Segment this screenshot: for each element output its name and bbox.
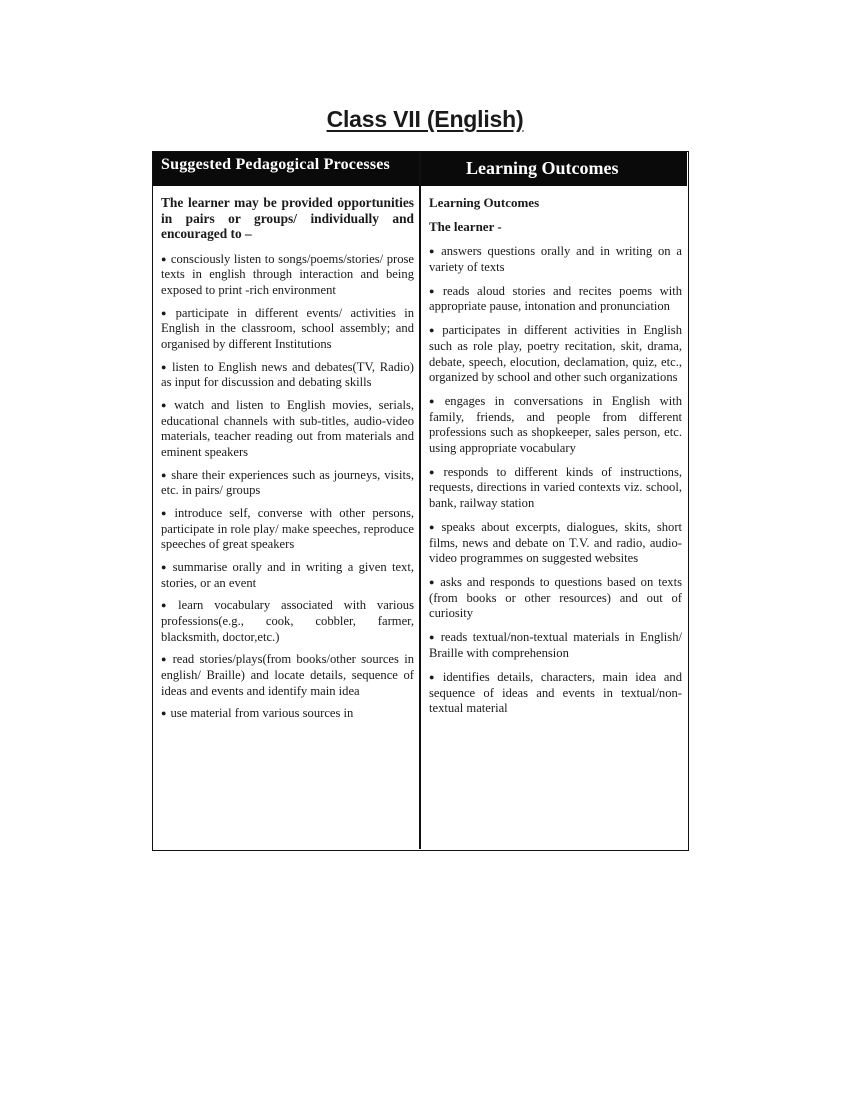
pedagogical-list-item-text: consciously listen to songs/poems/stories/ prose texts in english through interaction and being exposed to print -rich environment	[161, 251, 414, 297]
outcomes-learner-label: The learner -	[429, 218, 502, 234]
bullet-icon: ●	[161, 654, 169, 665]
bullet-icon: ●	[429, 522, 438, 533]
outcome-list-item	[429, 520, 682, 567]
bullet-icon: ●	[161, 600, 175, 611]
pedagogical-list	[161, 252, 414, 722]
outcome-list-item-text: asks and responds to questions based on texts (from books or other resources) and out of curiosity	[429, 575, 682, 621]
pedagogical-list-item-text: learn vocabulary associated with various professions(e.g., cook, cobbler, farmer, blacksmith, doctor,etc.)	[161, 598, 414, 644]
bullet-icon: ●	[161, 253, 167, 264]
bullet-icon: ●	[429, 466, 440, 477]
pedagogical-list-item	[161, 360, 414, 391]
header-pedagogical-processes: Suggested Pedagogical Processes	[161, 156, 390, 173]
page-title: Class VII (English)	[326, 106, 524, 132]
outcomes-subheading: Learning Outcomes	[429, 195, 540, 210]
pedagogical-list-item	[161, 598, 414, 645]
bullet-icon: ●	[161, 307, 172, 318]
bullet-icon: ●	[429, 325, 439, 336]
pedagogical-list-item-text: share their experiences such as journeys, visits, etc. in pairs/ groups	[161, 467, 415, 498]
outcome-list-item-text: identifies details, characters, main idea and sequence of ideas and events in textual/non-textual material	[429, 669, 682, 716]
outcome-list-item	[429, 244, 682, 275]
pedagogical-processes-column	[161, 195, 414, 729]
bullet-icon: ●	[161, 400, 171, 411]
outcome-list-item	[429, 670, 682, 717]
column-divider	[419, 152, 421, 849]
bullet-icon: ●	[429, 577, 437, 588]
outcome-list-item	[429, 630, 682, 661]
bullet-icon: ●	[429, 396, 441, 407]
pedagogical-list-item-text: use material from various sources in	[170, 706, 354, 721]
bullet-icon: ●	[161, 361, 168, 372]
outcome-list-item-text: reads aloud stories and recites poems with appropriate pause, intonation and pronunciation	[429, 283, 683, 314]
bullet-icon: ●	[429, 632, 437, 643]
curriculum-table	[152, 151, 689, 851]
outcome-list-item-text: speaks about excerpts, dialogues, skits, short films, news and debate on T.V. and radio, audio-video programmes on suggested websites	[429, 520, 683, 566]
outcome-list-item	[429, 394, 682, 456]
pedagogical-list-item	[161, 398, 414, 460]
outcome-list-item-text: reads textual/non-textual materials in English/ Braille with comprehension	[429, 630, 682, 660]
pedagogical-list-item-text: read stories/plays(from books/other sources in english/ Braille) and locate details, sequence of ideas and events and identify main idea	[161, 652, 414, 698]
outcome-list-item	[429, 575, 682, 622]
pedagogical-list-item-text: watch and listen to English movies, serials, educational channels with sub-titles, audio-video materials, teacher reading out from materials and eminent speakers	[161, 398, 414, 459]
pedagogical-list-item-text: summarise orally and in writing a given text, stories, or an event	[161, 560, 414, 590]
header-learning-outcomes: Learning Outcomes	[466, 158, 619, 178]
outcome-list-item-text: engages in conversations in English with family, friends, and people from different professions such as shopkeeper, sales person, etc. using appropriate vocabulary	[429, 394, 683, 455]
learning-outcomes-column	[429, 195, 682, 725]
pedagogical-list-item	[161, 252, 414, 299]
bullet-icon: ●	[161, 469, 168, 480]
bullet-icon: ●	[429, 671, 439, 682]
outcomes-list	[429, 244, 682, 717]
pedagogical-list-item	[161, 468, 414, 499]
bullet-icon: ●	[161, 508, 171, 519]
pedagogical-intro: The learner may be provided opportunities in pairs or groups/ individually and encouraged to –	[161, 195, 414, 242]
outcome-list-item	[429, 284, 682, 315]
pedagogical-list-item-text: listen to English news and debates(TV, Radio) as input for discussion and debating skills	[161, 359, 414, 390]
outcome-list-item	[429, 465, 682, 512]
outcome-list-item-text: answers questions orally and in writing on a variety of texts	[429, 244, 682, 274]
pedagogical-list-item	[161, 706, 414, 722]
pedagogical-list-item-text: introduce self, converse with other persons, participate in role play/ make speeches, reproduce speeches of great speakers	[161, 506, 414, 552]
bullet-icon: ●	[161, 562, 169, 572]
pedagogical-list-item-text: participate in different events/ activities in English in the classroom, school assembly; and organised by different Institutions	[161, 305, 414, 351]
pedagogical-list-item	[161, 560, 414, 591]
bullet-icon: ●	[429, 246, 438, 257]
bullet-icon: ●	[161, 708, 167, 719]
bullet-icon: ●	[429, 285, 439, 296]
outcome-list-item	[429, 323, 682, 385]
pedagogical-list-item	[161, 652, 414, 699]
pedagogical-list-item	[161, 306, 414, 353]
outcome-list-item-text: responds to different kinds of instructions, requests, directions in varied contexts viz. school, bank, railway station	[429, 464, 683, 511]
outcome-list-item-text: participates in different activities in English such as role play, poetry recitation, skit, drama, debate, speech, elocution, declamation, quiz, etc., organized by school and other such organizations	[429, 323, 683, 385]
pedagogical-list-item	[161, 506, 414, 553]
